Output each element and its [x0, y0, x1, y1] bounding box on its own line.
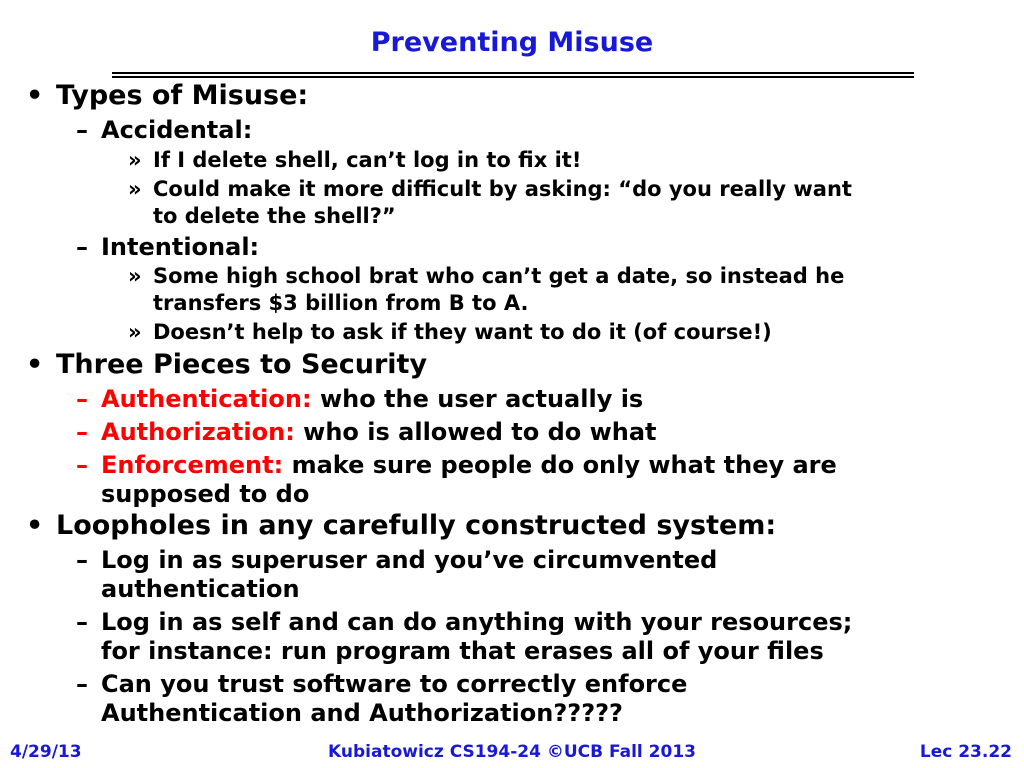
item-ask-confirm-cont: to delete the shell?” [153, 204, 396, 228]
bullet-types-of-misuse: Types of Misuse: [56, 80, 309, 111]
authentication-term: Authentication: [101, 385, 312, 413]
dash-marker: – [76, 546, 88, 574]
item-ask-confirm: Could make it more difficult by asking: “do you really want [153, 177, 852, 201]
slide-title: Preventing Misuse [370, 27, 654, 58]
sub-trust-software-cont: Authentication and Authorization????? [101, 699, 623, 727]
dash-marker: – [76, 451, 88, 479]
sub-enforcement [101, 451, 837, 479]
bullet-marker: • [26, 80, 44, 111]
bullet-marker: • [26, 349, 44, 380]
bullet-marker: • [26, 510, 44, 541]
sub-accidental: Accidental: [101, 116, 253, 144]
sub-log-in-self: Log in as self and can do anything with your resources; [101, 608, 853, 636]
dash-marker: – [76, 233, 88, 261]
authorization-term: Authorization: [101, 418, 295, 446]
footer-course: Kubiatowicz CS194-24 ©UCB Fall 2013 [328, 742, 696, 762]
item-brat-cont: transfers $3 billion from B to A. [153, 291, 529, 315]
sub-trust-software: Can you trust software to correctly enforce [101, 670, 688, 698]
title-rule-bottom [112, 76, 914, 78]
authentication-desc: who the user actually is [319, 385, 644, 413]
bullet-three-pieces: Three Pieces to Security [56, 349, 428, 380]
sub-superuser: Log in as superuser and you’ve circumvented [101, 546, 718, 574]
title-rule-top [112, 72, 914, 74]
sub-authorization [101, 418, 657, 446]
authorization-desc: who is allowed to do what [303, 418, 657, 446]
item-brat: Some high school brat who can’t get a date, so instead he [153, 264, 845, 288]
sub-enforcement-cont: supposed to do [101, 480, 310, 508]
item-doesnt-help: Doesn’t help to ask if they want to do it (of course!) [153, 320, 772, 344]
enforcement-desc: make sure people do only what they are [291, 451, 837, 479]
sub-log-in-self-cont: for instance: run program that erases all of your files [101, 637, 824, 665]
dash-marker: – [76, 385, 88, 413]
sub-superuser-cont: authentication [101, 575, 300, 603]
dash-marker: – [76, 608, 88, 636]
sub-marker: » [128, 177, 142, 201]
sub-intentional: Intentional: [101, 233, 260, 261]
footer-date: 4/29/13 [10, 742, 82, 762]
bullet-loopholes: Loopholes in any carefully constructed system: [56, 510, 777, 541]
dash-marker: – [76, 418, 88, 446]
sub-marker: » [128, 148, 142, 172]
sub-marker: » [128, 320, 142, 344]
footer-lecture: Lec 23.22 [919, 742, 1012, 762]
enforcement-term: Enforcement: [101, 451, 284, 479]
item-delete-shell: If I delete shell, can’t log in to fix it! [153, 148, 582, 172]
sub-marker: » [128, 264, 142, 288]
dash-marker: – [76, 116, 88, 144]
sub-authentication [101, 385, 643, 413]
dash-marker: – [76, 670, 88, 698]
